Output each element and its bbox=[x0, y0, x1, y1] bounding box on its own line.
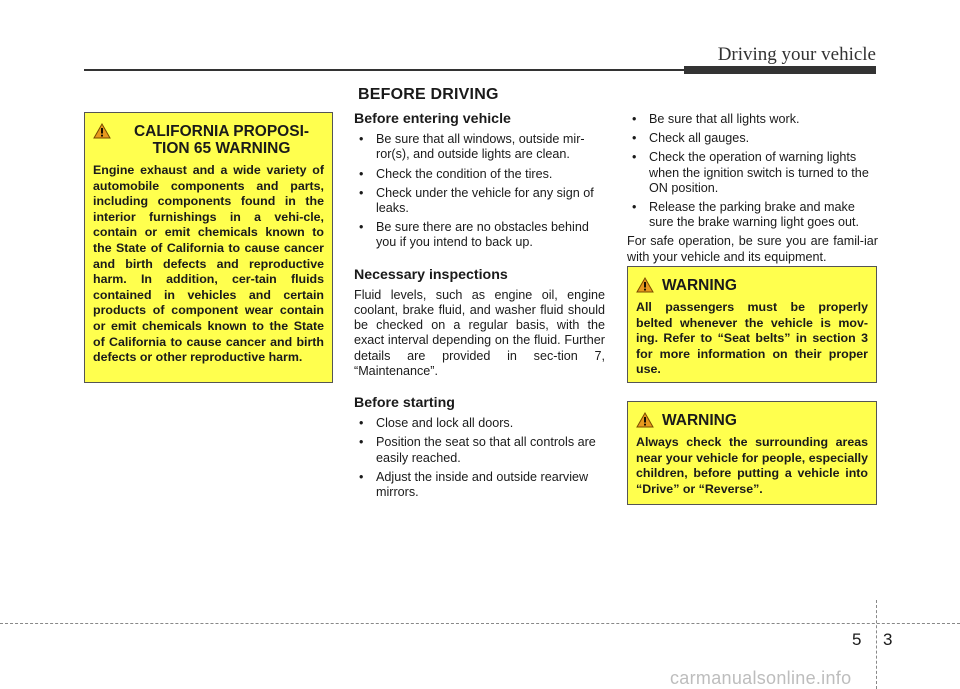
list-item: • Be sure there are no obstacles behind you if you intend to back up. bbox=[354, 220, 605, 250]
california-warning-header bbox=[93, 123, 324, 157]
page-chapter-number: 5 bbox=[852, 630, 862, 649]
warning-triangle-icon bbox=[636, 277, 654, 293]
list-item: • Be sure that all lights work. bbox=[627, 112, 878, 127]
california-warning-title-line1: CALIFORNIA PROPOSI- bbox=[133, 123, 310, 140]
list-item: • Check all gauges. bbox=[627, 131, 878, 146]
inspections-text: Fluid levels, such as engine oil, engine coolant, brake fluid, and washer fluid should be checked on a regular basis, with the exact interval depending on the fluid. Further details are provided in sec-tion 7, “Maintenance”. bbox=[354, 287, 605, 378]
list-item: • Position the seat so that all controls are easily reached. bbox=[354, 435, 605, 465]
footer-rule bbox=[0, 623, 960, 624]
middle-column bbox=[354, 112, 605, 517]
warning-triangle-icon bbox=[93, 123, 111, 139]
surroundings-warning-title: WARNING bbox=[662, 412, 737, 429]
warning-triangle-icon bbox=[636, 412, 654, 428]
section-title: BEFORE DRIVING bbox=[358, 86, 499, 103]
list-item: • Be sure that all windows, outside mir-ror(s), and outside lights are clean. bbox=[354, 132, 605, 162]
watermark: carmanualsonline.info bbox=[670, 668, 852, 688]
right-column bbox=[627, 112, 878, 265]
header-rule-thick bbox=[684, 66, 876, 74]
inspections-heading: Necessary inspections bbox=[354, 266, 508, 283]
list-item: • Close and lock all doors. bbox=[354, 416, 605, 431]
page-number: 3 bbox=[883, 630, 893, 649]
surroundings-warning-box bbox=[627, 401, 877, 505]
before-entering-section bbox=[354, 112, 605, 251]
surroundings-warning-body: Always check the surrounding areas near your vehicle for people, especially children, before putting a vehicle into “Drive” or “Reverse”. bbox=[636, 435, 868, 496]
before-starting-list bbox=[354, 416, 605, 500]
chapter-title: Driving your vehicle bbox=[717, 44, 876, 65]
california-warning-body: Engine exhaust and a wide variety of automobile components and parts, including components found in the interior furnishings in a vehi-cle, contain or emit chemicals known to the State of California to cause cancer and birth defects and reproductive harm. In addition, cer-tain fluids contained in vehicles and certain products of component wear contain or emit chemicals known to the State of California to cause cancer and birth defects or other reproductive harm. bbox=[93, 163, 324, 365]
list-item: • Adjust the inside and outside rearview mirrors. bbox=[354, 470, 605, 500]
seatbelt-warning-title: WARNING bbox=[662, 277, 737, 294]
before-starting-heading: Before starting bbox=[354, 395, 455, 412]
california-warning-box bbox=[84, 112, 333, 383]
header-rule-thin bbox=[84, 69, 684, 71]
before-starting-section bbox=[354, 396, 605, 500]
before-entering-heading: Before entering vehicle bbox=[354, 111, 511, 127]
california-warning-title-line2: TION 65 WARNING bbox=[152, 140, 291, 157]
list-item: • Check the condition of the tires. bbox=[354, 167, 605, 182]
before-entering-list bbox=[354, 132, 605, 250]
seatbelt-warning-header bbox=[636, 277, 868, 294]
california-warning-title bbox=[119, 123, 324, 157]
safe-operation-note: For safe operation, be sure you are famil-iar with your vehicle and its equipment. bbox=[627, 234, 878, 264]
seatbelt-warning-body: All passengers must be properly belted whenever the vehicle is mov-ing. Refer to “Seat belts” in section 3 for more information on their proper use. bbox=[636, 300, 868, 377]
list-item: • Check the operation of warning lights when the ignition switch is turned to the ON position. bbox=[627, 150, 878, 196]
right-checklist bbox=[627, 112, 878, 230]
surroundings-warning-header bbox=[636, 412, 868, 429]
inspections-section bbox=[354, 268, 605, 379]
list-item: • Release the parking brake and make sure the brake warning light goes out. bbox=[627, 200, 878, 230]
seatbelt-warning-box bbox=[627, 266, 877, 383]
list-item: • Check under the vehicle for any sign of leaks. bbox=[354, 186, 605, 216]
footer-divider bbox=[876, 600, 877, 689]
